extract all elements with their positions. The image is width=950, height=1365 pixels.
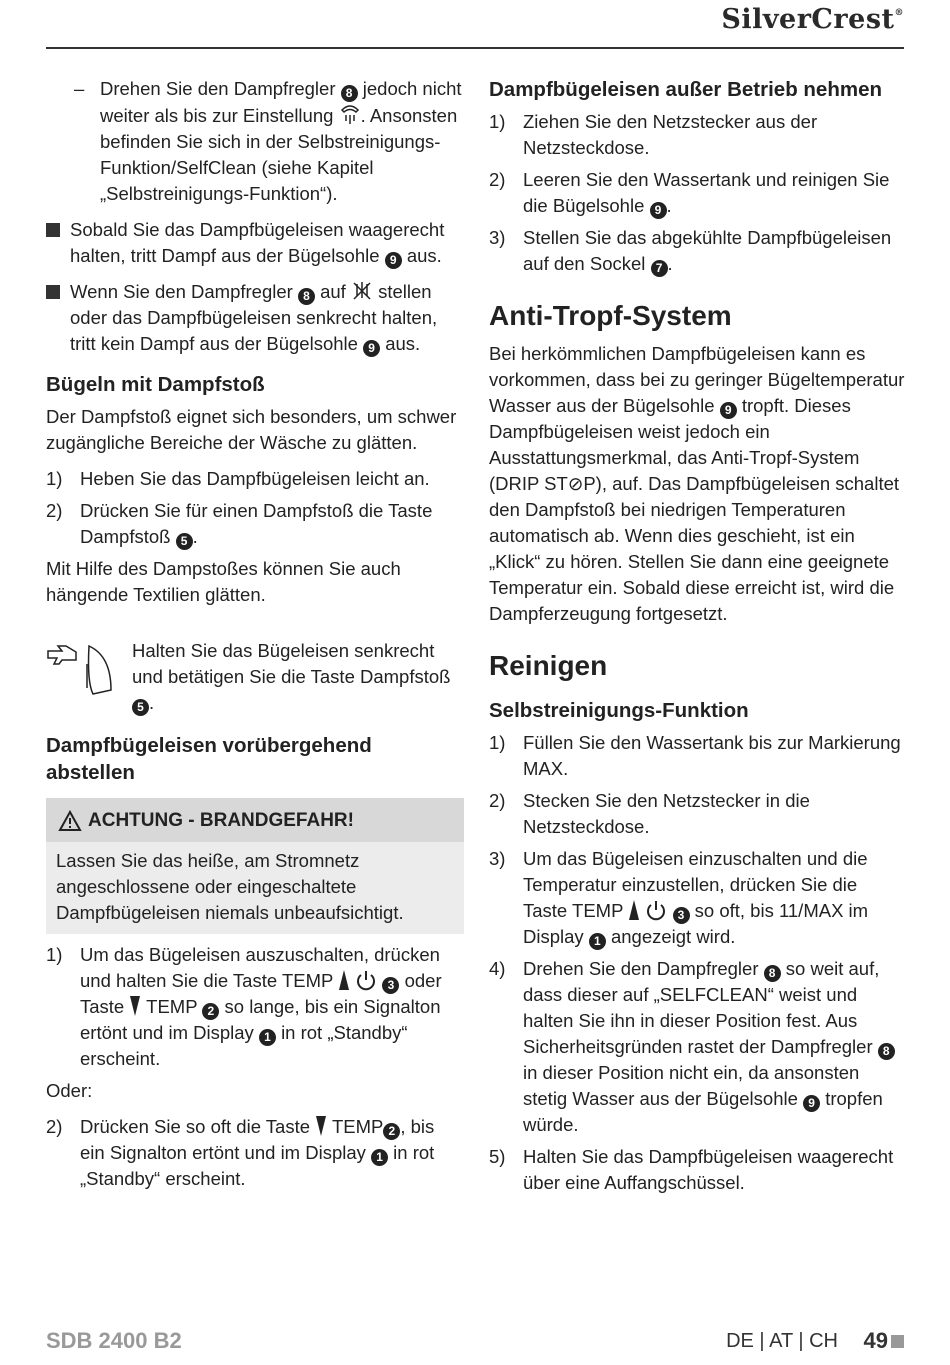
warning-header: ACHTUNG - BRANDGEFAHR! [46,798,464,842]
right-column [489,76,905,1202]
number-badge: 9 [363,340,380,357]
list-item: 1) Ziehen Sie den Netzstecker aus der Netzsteckdose. [489,111,818,158]
chapter-heading: Reinigen [489,650,608,681]
note-box: Halten Sie das Bügeleisen senkrecht und betätigen Sie die Taste Dampfstoß 5 . [46,638,464,716]
list-item: Sobald Sie das Dampfbügeleisen waagerecht halten, tritt Dampf aus der Bügelsohle 9 aus. [46,217,464,269]
list-item: 3) Um das Bügeleisen einzuschalten und die Temperatur einzustellen, drücken Sie die Taste TEMP 3 so oft, bis 11/MAX im Display 1 angezeigt wird. [489,848,869,948]
page-number: 49 [863,1328,888,1353]
number-badge: 5 [176,533,193,550]
list-item: 2) Stecken Sie den Netzstecker in die Netzsteckdose. [489,790,810,837]
list-item: 2) Drücken Sie so oft die Taste TEMP 2 , bis ein Signalton ertönt und im Display 1 in rot „Standby“ erscheint. [46,1116,435,1189]
pointing-hand-icon [46,642,82,668]
section-heading: Bügeln mit Dampfstoß [46,373,265,396]
section-heading: Dampfbügeleisen außer Betrieb nehmen [489,78,883,101]
paragraph: Mit Hilfe des Dampstoßes können Sie auch hängende Textilien glätten. [46,558,401,605]
list-item: 3) Stellen Sie das abgekühlte Dampfbügeleisen auf den Sockel 7 . [489,227,892,275]
number-badge: 5 [132,699,149,716]
number-badge: 1 [259,1029,276,1046]
list-item: – Drehen Sie den Dampfregler 8 jedoch nicht weiter als bis zur Einstellung . Ansonsten befinden Sie sich in der Selbstreinigungs-Funktion/SelfClean (siehe Kapitel „Selbstreinigungs-Funktion“). [74,78,462,204]
bullet-square [46,223,60,237]
paragraph: Oder: [46,1080,93,1101]
number-badge: 9 [720,402,737,419]
section-heading: Dampfbügeleisen vorübergehend abstellen [46,734,372,784]
temp-up-icon [338,969,350,991]
number-badge: 2 [383,1123,400,1140]
temp-down-icon [315,1115,327,1137]
power-icon [355,969,377,991]
number-badge: 3 [673,907,690,924]
list-item: 1) Um das Bügeleisen auszuschalten, drücken und halten Sie die Taste TEMP 3 oder Taste TEMP 2 so lange, bis ein Signalton ertönt und im Display 1 in rot „Standby“ erscheint. [46,944,442,1069]
bullet-square [46,285,60,299]
section-heading: Selbstreinigungs-Funktion [489,699,749,722]
number-badge: 8 [341,85,358,102]
number-badge: 2 [202,1003,219,1020]
header-rule [46,47,904,49]
warning-text: Lassen Sie das heiße, am Stromnetz angeschlossene oder eingeschaltete Dampfbügeleisen niemals unbeaufsichtigt. [46,842,464,934]
temp-down-icon [129,995,141,1017]
number-badge: 1 [589,933,606,950]
list-item: Wenn Sie den Dampfregler 8 auf stellen oder das Dampfbügeleisen senkrecht halten, tritt kein Dampf aus der Bügelsohle 9 aus. [46,279,464,357]
number-badge: 3 [382,977,399,994]
number-badge: 7 [651,260,668,277]
list-item: 1) Heben Sie das Dampfbügeleisen leicht an. [46,468,430,489]
drip-stop-logo: DRIP ST⊘P [495,473,596,494]
number-badge: 8 [298,288,315,305]
number-badge: 1 [371,1149,388,1166]
brand-logo: SilverCrest® [721,4,904,35]
warning-triangle-icon [58,810,82,832]
iron-vertical-icon [83,642,117,698]
chapter-heading: Anti-Tropf-System [489,300,732,331]
paragraph: Bei herkömmlichen Dampfbügeleisen kann es vorkommen, dass bei zu geringer Bügeltemperatur Wasser aus der Bügelsohle 9 tropft. Dieses Dampfbügeleisen weist jedoch ein Ausstattungsmerkmal, das Anti-Tropf-System (DRIP ST⊘P), auf. Das Dampfbügeleisen schaltet den Dampfstoß bei niedrigen Temperaturen automatisch ab. Wenn dies geschieht, ist ein „Klick“ zu hören. Stellen Sie dann eine geeignete Temperatur ein. Sobald diese erreicht ist, wird die Dampferzeugung fortgesetzt. [489,343,905,624]
language-codes: DE | AT | CH [726,1330,838,1352]
paragraph: Der Dampfstoß eignet sich besonders, um schwer zugängliche Bereiche der Wäsche zu glätten. [46,406,457,453]
number-badge: 9 [385,252,402,269]
list-item: 1) Füllen Sie den Wassertank bis zur Markierung MAX. [489,732,901,779]
left-column [46,76,464,1198]
list-item: 4) Drehen Sie den Dampfregler 8 so weit auf, dass dieser auf „SELFCLEAN“ weist und halten Sie ihn in dieser Position fest. Aus Sicherheitsgründen rastet der Dampfregler 8 in dieser Position nicht ein, da ansonsten stetig Wasser aus der Bügelsohle 9 tropfen würde. [489,956,905,1138]
number-badge: 8 [764,965,781,982]
list-item: 2) Drücken Sie für einen Dampfstoß die Taste Dampfstoß 5 . [46,500,433,548]
list-item: 5) Halten Sie das Dampfbügeleisen waagerecht über eine Auffangschüssel. [489,1146,894,1193]
selfclean-steam-icon [339,102,361,126]
power-icon [645,899,667,921]
temp-up-icon [628,899,640,921]
model-number: SDB 2400 B2 [46,1328,182,1353]
number-badge: 9 [650,202,667,219]
no-steam-icon [351,280,373,302]
list-item: 2) Leeren Sie den Wassertank und reinigen Sie die Bügelsohle 9 . [489,169,890,217]
page-marker [891,1335,904,1348]
number-badge: 9 [803,1095,820,1112]
number-badge: 8 [878,1043,895,1060]
